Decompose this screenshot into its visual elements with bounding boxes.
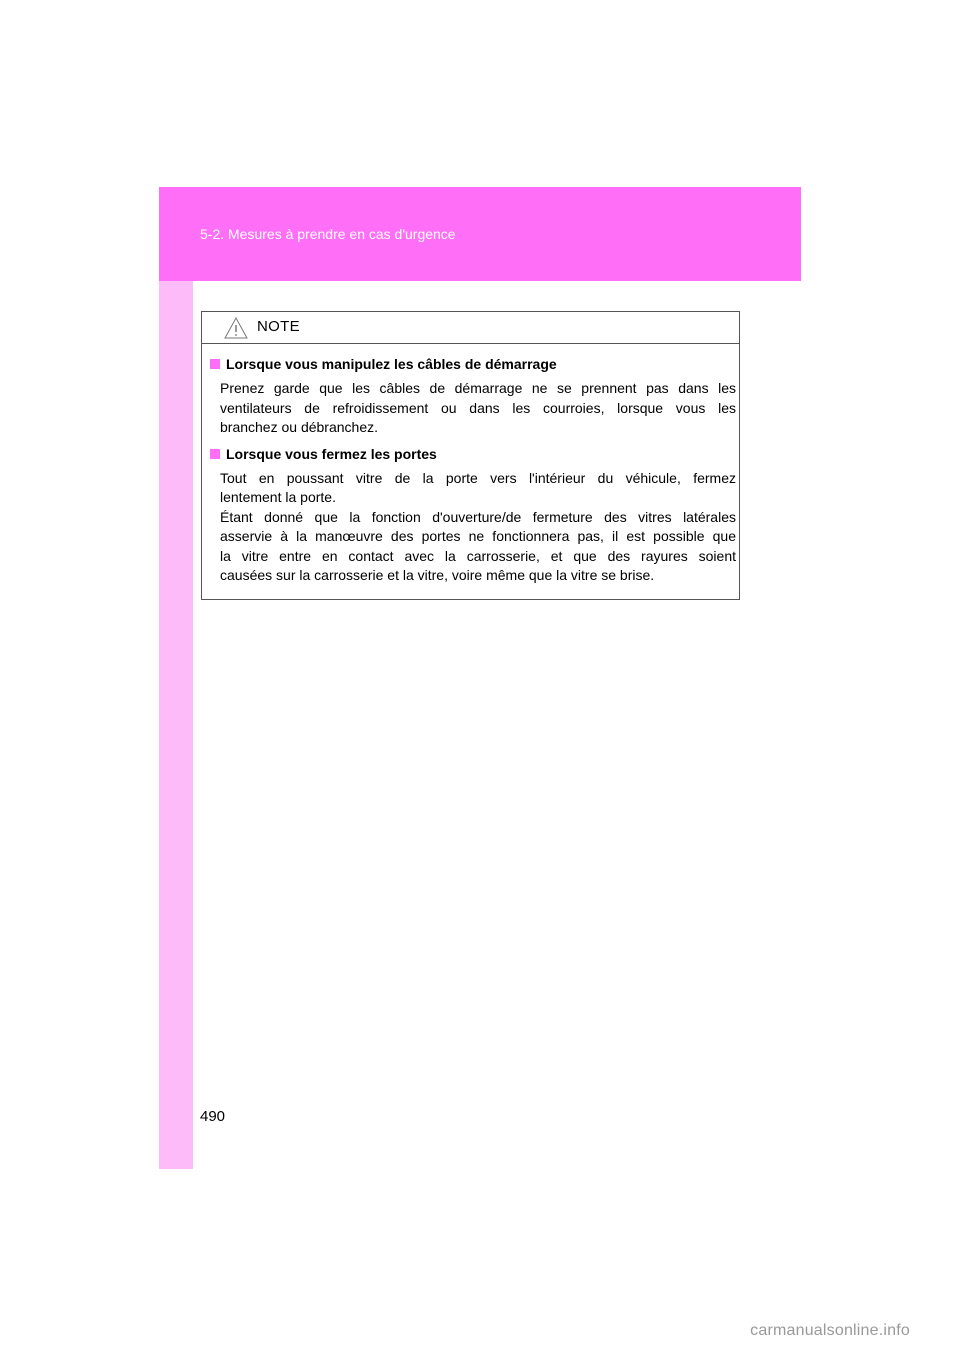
text-line: la vitre entre en contact avec la carrosserie, et que des rayures soient — [220, 547, 736, 564]
text-line: lentement la porte. — [220, 489, 336, 505]
text-line: Tout en poussant vitre de la porte vers l'intérieur du véhicule, fermez — [220, 469, 736, 486]
page-number: 490 — [200, 1108, 226, 1125]
text-line: branchez ou débranchez. — [220, 419, 378, 435]
bullet-square-icon — [210, 359, 220, 369]
note-item-text — [210, 469, 736, 586]
section-title: 5-2. Mesures à prendre en cas d'urgence — [200, 226, 456, 242]
note-box — [201, 311, 740, 600]
note-item-text — [210, 379, 736, 438]
text-line: Étant donné que la fonction d'ouverture/de fermeture des vitres latérales — [220, 508, 736, 525]
text-line: asservie à la manœuvre des portes ne fonctionnera pas, il est possible que — [220, 528, 736, 544]
note-body — [210, 355, 736, 593]
note-item-heading: Lorsque vous fermez les portes — [210, 445, 736, 463]
text-line: Prenez garde que les câbles de démarrage ne se prennent pas dans les — [220, 380, 736, 396]
note-item-heading: Lorsque vous manipulez les câbles de démarrage — [210, 355, 736, 373]
watermark: carmanualsonline.info — [750, 1322, 910, 1339]
text-line: causées sur la carrosserie et la vitre, voire même que la vitre se brise. — [220, 567, 655, 583]
bullet-square-icon — [210, 449, 220, 459]
note-header — [202, 312, 739, 344]
side-tab-band — [159, 281, 193, 1169]
text-line: ventilateurs de refroidissement ou dans les courroies, lorsque vous les — [220, 399, 736, 416]
warning-triangle-icon — [224, 316, 248, 340]
note-title: NOTE — [257, 318, 300, 335]
